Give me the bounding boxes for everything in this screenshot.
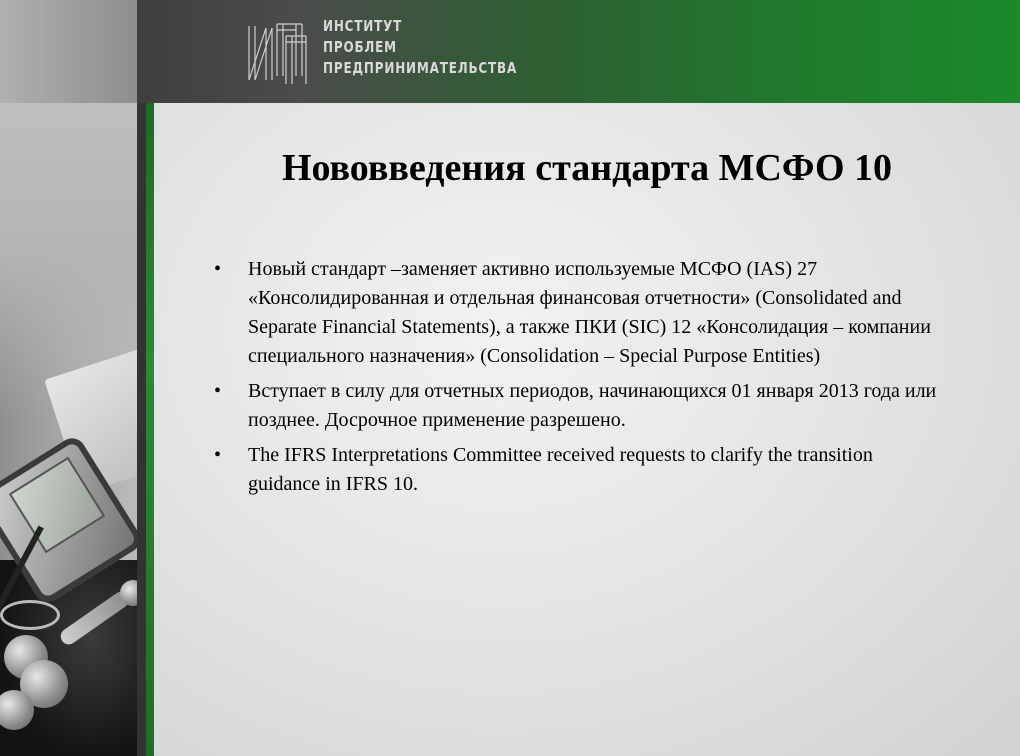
decorative-photo-strip [0,0,152,756]
logo-line-3: ПРЕДПРИНИМАТЕЛЬСТВА [323,59,518,77]
green-vertical-bar [146,103,154,756]
slide-content [154,103,1020,756]
slide-title: Нововведения стандарта МСФО 10 [281,147,893,189]
logo-wordmark [323,16,517,79]
logo-line-2: ПРОБЛЕМ [323,38,397,56]
bullet-text: Вступает в силу для отчетных периодов, начинающихся 01 января 2013 года или позднее. Досрочное применение разрешено. [248,380,937,431]
bullet-text: Новый стандарт –заменяет активно используемые МСФО (IAS) 27 «Консолидированная и отдельная финансовая отчетности» (Consolidated and Separate Financial Statements), а также ПКИ (SIC) 12 «Консолидация – компании специального назначения» (Consolidation – Special Purpose Entities) [248,258,931,367]
header-left-corner [0,0,137,103]
glasses-image [0,600,60,630]
bar-shadow [137,103,146,756]
ipp-logo-mark [246,14,308,86]
bullet-icon: • [214,380,222,402]
bullet-item [214,255,939,371]
bullet-text: The IFRS Interpretations Committee received requests to clarify the transition guidance in IFRS 10. [248,444,873,495]
logo-line-1: ИНСТИТУТ [323,17,403,35]
bullet-icon: • [214,444,222,466]
bullet-item [214,377,939,435]
bullet-icon: • [214,258,222,280]
bullet-item [214,441,939,499]
bullet-list [214,255,939,505]
